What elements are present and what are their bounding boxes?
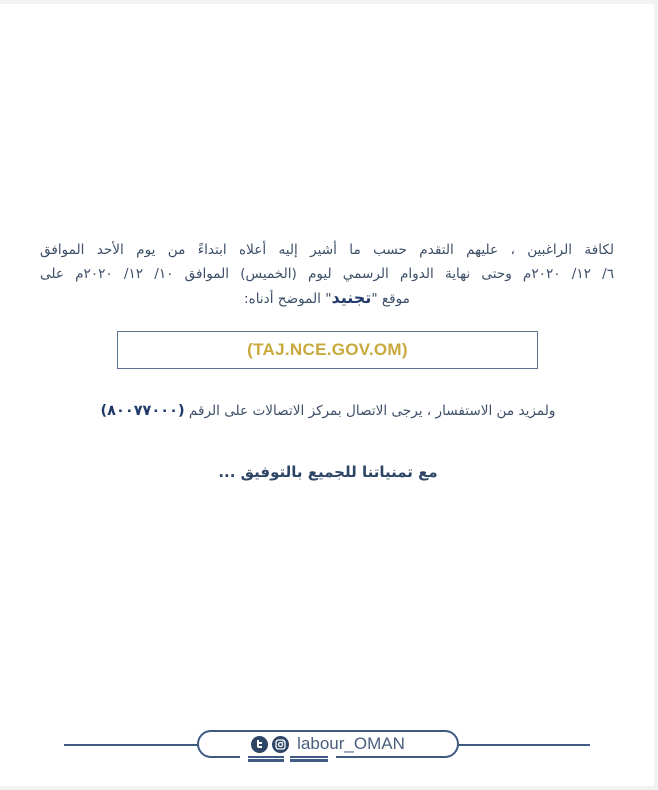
- paragraph-line-3-prefix: موقع ": [371, 291, 410, 307]
- document-page: [0, 4, 654, 786]
- footer-dash: [290, 759, 328, 762]
- footer-pill-gap: [328, 756, 336, 760]
- social-handle-pill: [197, 730, 459, 758]
- tajneed-brand-word: تجنيد: [331, 288, 372, 307]
- website-url[interactable]: (TAJ.NCE.GOV.OM): [247, 340, 408, 359]
- social-footer: [0, 728, 654, 764]
- social-handle[interactable]: labour_OMAN: [297, 734, 405, 753]
- call-center-number: (٨٠٠٧٧٠٠٠): [100, 403, 185, 419]
- inquiry-text: ولمزيد من الاستفسار ، يرجى الاتصال بمركز الاتصالات على الرقم: [188, 403, 556, 419]
- announcement-paragraph: [40, 238, 614, 311]
- footer-dash: [248, 759, 284, 762]
- twitter-icon[interactable]: [251, 736, 268, 753]
- paragraph-line-3: [40, 286, 614, 311]
- paragraph-line-1: لكافة الراغبين ، عليهم التقدم حسب ما أشير إليه أعلاه ابتداءً من يوم الأحد الموافق: [40, 242, 614, 258]
- paragraph-line-2: ٦/ ١٢/ ٢٠٢٠م وحتى نهاية الدوام الرسمي ليوم (الخميس) الموافق ١٠/ ١٢/ ٢٠٢٠م على: [40, 266, 614, 282]
- inquiry-line: [60, 403, 596, 419]
- instagram-icon[interactable]: [272, 736, 289, 753]
- footer-pill-gap: [240, 756, 248, 760]
- website-url-box: [117, 331, 538, 369]
- footer-rule-right: [456, 744, 590, 746]
- closing-wishes: مع تمنياتنا للجميع بالتوفيق ...: [218, 463, 438, 481]
- footer-rule-left: [64, 744, 199, 746]
- paragraph-line-3-suffix: " الموضح أدناه:: [244, 291, 332, 307]
